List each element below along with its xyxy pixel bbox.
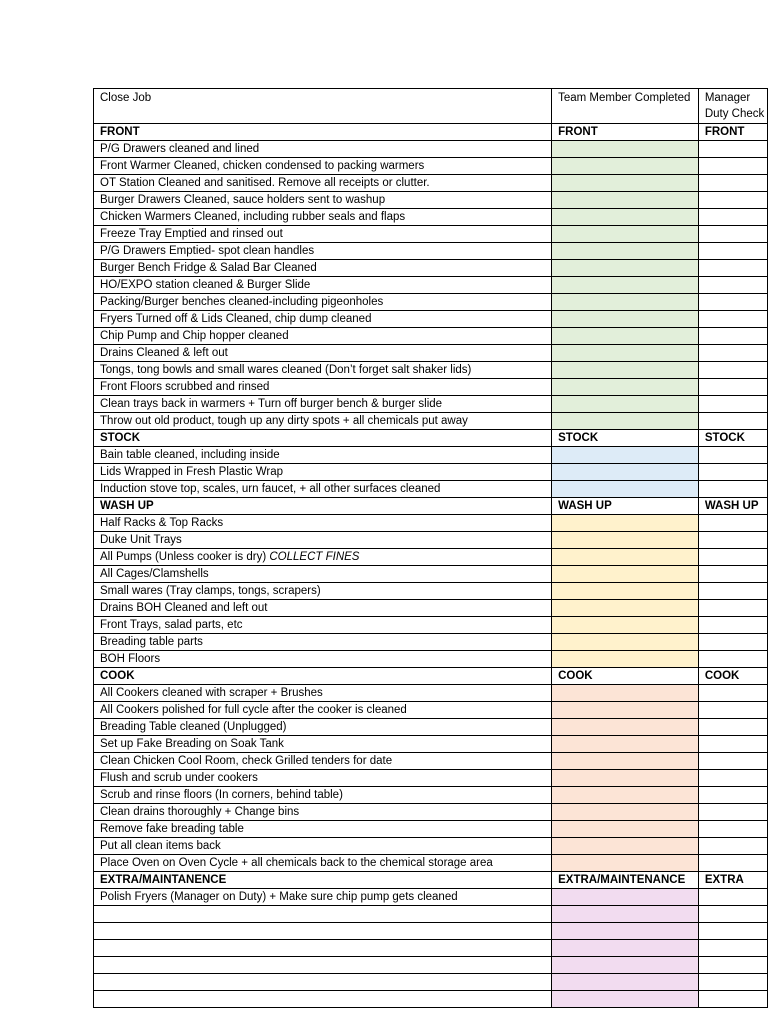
manager-check-cell[interactable] — [698, 158, 767, 175]
task-label: BOH Floors — [94, 651, 552, 668]
team-member-checkbox-cell[interactable] — [552, 838, 699, 855]
team-member-checkbox-cell[interactable] — [552, 345, 699, 362]
task-row — [94, 787, 768, 804]
task-label: Front Warmer Cleaned, chicken condensed to packing warmers — [94, 158, 552, 175]
task-row — [94, 923, 768, 940]
manager-check-cell[interactable] — [698, 396, 767, 413]
section-row-stock — [94, 430, 768, 447]
task-label: Throw out old product, tough up any dirty spots + all chemicals put away — [94, 413, 552, 430]
task-row — [94, 277, 768, 294]
manager-check-cell[interactable] — [698, 855, 767, 872]
manager-check-cell[interactable] — [698, 515, 767, 532]
task-label: Set up Fake Breading on Soak Tank — [94, 736, 552, 753]
manager-check-cell[interactable] — [698, 787, 767, 804]
team-member-checkbox-cell[interactable] — [552, 175, 699, 192]
task-label: P/G Drawers Emptied- spot clean handles — [94, 243, 552, 260]
team-member-checkbox-cell[interactable] — [552, 702, 699, 719]
section-manager-label: STOCK — [698, 430, 767, 447]
task-label: Scrub and rinse floors (In corners, behind table) — [94, 787, 552, 804]
task-row — [94, 447, 768, 464]
manager-check-cell[interactable] — [698, 481, 767, 498]
section-title: EXTRA/MAINTANENCE — [94, 872, 552, 889]
manager-check-cell[interactable] — [698, 464, 767, 481]
task-label: Drains Cleaned & left out — [94, 345, 552, 362]
manager-check-cell[interactable] — [698, 413, 767, 430]
team-member-checkbox-cell[interactable] — [552, 974, 699, 991]
manager-check-cell[interactable] — [698, 243, 767, 260]
task-label: Bain table cleaned, including inside — [94, 447, 552, 464]
section-title: COOK — [94, 668, 552, 685]
task-label: Tongs, tong bowls and small wares cleaned (Don’t forget salt shaker lids) — [94, 362, 552, 379]
task-label: Clean drains thoroughly + Change bins — [94, 804, 552, 821]
section-team-member-label: WASH UP — [552, 498, 699, 515]
manager-check-cell[interactable] — [698, 192, 767, 209]
collect-fines-note: COLLECT FINES — [269, 550, 360, 563]
team-member-checkbox-cell[interactable] — [552, 294, 699, 311]
task-row — [94, 532, 768, 549]
team-member-checkbox-cell[interactable] — [552, 158, 699, 175]
task-label: Breading Table cleaned (Unplugged) — [94, 719, 552, 736]
team-member-checkbox-cell[interactable] — [552, 141, 699, 158]
team-member-checkbox-cell[interactable] — [552, 532, 699, 549]
manager-check-cell[interactable] — [698, 923, 767, 940]
task-label — [94, 991, 552, 1008]
manager-check-cell[interactable] — [698, 362, 767, 379]
task-label: Induction stove top, scales, urn faucet, + all other surfaces cleaned — [94, 481, 552, 498]
manager-check-cell[interactable] — [698, 311, 767, 328]
task-row — [94, 345, 768, 362]
task-row — [94, 957, 768, 974]
manager-check-cell[interactable] — [698, 838, 767, 855]
task-row — [94, 804, 768, 821]
task-row — [94, 226, 768, 243]
team-member-checkbox-cell[interactable] — [552, 481, 699, 498]
manager-check-cell[interactable] — [698, 906, 767, 923]
task-row — [94, 702, 768, 719]
task-row — [94, 549, 768, 566]
task-row — [94, 396, 768, 413]
task-label: Small wares (Tray clamps, tongs, scrapers) — [94, 583, 552, 600]
section-manager-label: FRONT — [698, 124, 767, 141]
header-manager-duty-check: Manager Duty Check — [698, 89, 767, 124]
task-label — [94, 974, 552, 991]
task-label: Chip Pump and Chip hopper cleaned — [94, 328, 552, 345]
manager-check-cell[interactable] — [698, 549, 767, 566]
task-label: Lids Wrapped in Fresh Plastic Wrap — [94, 464, 552, 481]
task-label: Clean trays back in warmers + Turn off burger bench & burger slide — [94, 396, 552, 413]
team-member-checkbox-cell[interactable] — [552, 243, 699, 260]
team-member-checkbox-cell[interactable] — [552, 991, 699, 1008]
team-member-checkbox-cell[interactable] — [552, 209, 699, 226]
team-member-checkbox-cell[interactable] — [552, 328, 699, 345]
manager-check-cell[interactable] — [698, 940, 767, 957]
task-label: Remove fake breading table — [94, 821, 552, 838]
manager-check-cell[interactable] — [698, 345, 767, 362]
task-row — [94, 617, 768, 634]
task-label: Drains BOH Cleaned and left out — [94, 600, 552, 617]
task-row — [94, 889, 768, 906]
team-member-checkbox-cell[interactable] — [552, 634, 699, 651]
team-member-checkbox-cell[interactable] — [552, 226, 699, 243]
manager-check-cell[interactable] — [698, 226, 767, 243]
manager-check-cell[interactable] — [698, 685, 767, 702]
manager-check-cell[interactable] — [698, 600, 767, 617]
task-label: HO/EXPO station cleaned & Burger Slide — [94, 277, 552, 294]
task-row — [94, 294, 768, 311]
team-member-checkbox-cell[interactable] — [552, 906, 699, 923]
team-member-checkbox-cell[interactable] — [552, 855, 699, 872]
task-label-text: All Pumps (Unless cooker is dry) — [100, 550, 267, 563]
task-label: OT Station Cleaned and sanitised. Remove all receipts or clutter. — [94, 175, 552, 192]
manager-check-cell[interactable] — [698, 294, 767, 311]
manager-check-cell[interactable] — [698, 260, 767, 277]
task-row — [94, 209, 768, 226]
manager-check-cell[interactable] — [698, 617, 767, 634]
manager-check-cell[interactable] — [698, 821, 767, 838]
team-member-checkbox-cell[interactable] — [552, 889, 699, 906]
task-label: Front Floors scrubbed and rinsed — [94, 379, 552, 396]
section-team-member-label: EXTRA/MAINTENANCE — [552, 872, 699, 889]
team-member-checkbox-cell[interactable] — [552, 277, 699, 294]
manager-check-cell[interactable] — [698, 209, 767, 226]
task-row — [94, 583, 768, 600]
task-label: Half Racks & Top Racks — [94, 515, 552, 532]
manager-check-cell[interactable] — [698, 719, 767, 736]
section-team-member-label: STOCK — [552, 430, 699, 447]
section-title: FRONT — [94, 124, 552, 141]
task-row — [94, 940, 768, 957]
manager-check-cell[interactable] — [698, 889, 767, 906]
manager-check-cell[interactable] — [698, 277, 767, 294]
team-member-checkbox-cell[interactable] — [552, 362, 699, 379]
task-label: All Cookers polished for full cycle after the cooker is cleaned — [94, 702, 552, 719]
close-job-checklist-table — [93, 88, 768, 1008]
task-row — [94, 651, 768, 668]
task-row — [94, 974, 768, 991]
team-member-checkbox-cell[interactable] — [552, 192, 699, 209]
task-row — [94, 175, 768, 192]
team-member-checkbox-cell[interactable] — [552, 821, 699, 838]
task-label: Freeze Tray Emptied and rinsed out — [94, 226, 552, 243]
section-row-wash — [94, 498, 768, 515]
task-row — [94, 413, 768, 430]
task-row — [94, 141, 768, 158]
header-close-job: Close Job — [94, 89, 552, 124]
task-label: Flush and scrub under cookers — [94, 770, 552, 787]
manager-check-cell[interactable] — [698, 447, 767, 464]
task-label: Burger Bench Fridge & Salad Bar Cleaned — [94, 260, 552, 277]
task-row — [94, 736, 768, 753]
task-label — [94, 906, 552, 923]
team-member-checkbox-cell[interactable] — [552, 753, 699, 770]
task-label: Clean Chicken Cool Room, check Grilled tenders for date — [94, 753, 552, 770]
team-member-checkbox-cell[interactable] — [552, 719, 699, 736]
task-row — [94, 464, 768, 481]
team-member-checkbox-cell[interactable] — [552, 413, 699, 430]
task-label: Chicken Warmers Cleaned, including rubber seals and flaps — [94, 209, 552, 226]
team-member-checkbox-cell[interactable] — [552, 923, 699, 940]
task-label: Burger Drawers Cleaned, sauce holders sent to washup — [94, 192, 552, 209]
task-row — [94, 634, 768, 651]
task-label: Polish Fryers (Manager on Duty) + Make sure chip pump gets cleaned — [94, 889, 552, 906]
team-member-checkbox-cell[interactable] — [552, 260, 699, 277]
task-label — [94, 549, 552, 566]
task-row — [94, 328, 768, 345]
task-row — [94, 821, 768, 838]
team-member-checkbox-cell[interactable] — [552, 736, 699, 753]
manager-check-cell[interactable] — [698, 702, 767, 719]
manager-check-cell[interactable] — [698, 583, 767, 600]
task-row — [94, 566, 768, 583]
task-label: Fryers Turned off & Lids Cleaned, chip dump cleaned — [94, 311, 552, 328]
manager-check-cell[interactable] — [698, 651, 767, 668]
task-label: P/G Drawers cleaned and lined — [94, 141, 552, 158]
header-row — [94, 89, 768, 124]
team-member-checkbox-cell[interactable] — [552, 787, 699, 804]
manager-check-cell[interactable] — [698, 770, 767, 787]
manager-check-cell[interactable] — [698, 532, 767, 549]
team-member-checkbox-cell[interactable] — [552, 379, 699, 396]
section-title: WASH UP — [94, 498, 552, 515]
task-row — [94, 753, 768, 770]
manager-check-cell[interactable] — [698, 141, 767, 158]
manager-check-cell[interactable] — [698, 974, 767, 991]
manager-check-cell[interactable] — [698, 566, 767, 583]
task-row — [94, 192, 768, 209]
manager-check-cell[interactable] — [698, 753, 767, 770]
section-manager-label: EXTRA — [698, 872, 767, 889]
team-member-checkbox-cell[interactable] — [552, 957, 699, 974]
task-row — [94, 362, 768, 379]
task-row — [94, 855, 768, 872]
team-member-checkbox-cell[interactable] — [552, 685, 699, 702]
task-label — [94, 940, 552, 957]
checklist-body — [94, 89, 768, 1008]
task-row — [94, 906, 768, 923]
team-member-checkbox-cell[interactable] — [552, 940, 699, 957]
team-member-checkbox-cell[interactable] — [552, 770, 699, 787]
manager-check-cell[interactable] — [698, 736, 767, 753]
team-member-checkbox-cell[interactable] — [552, 311, 699, 328]
task-row — [94, 243, 768, 260]
task-label: All Cages/Clamshells — [94, 566, 552, 583]
team-member-checkbox-cell[interactable] — [552, 804, 699, 821]
team-member-checkbox-cell[interactable] — [552, 566, 699, 583]
team-member-checkbox-cell[interactable] — [552, 447, 699, 464]
team-member-checkbox-cell[interactable] — [552, 549, 699, 566]
section-row-front — [94, 124, 768, 141]
header-team-member-completed: Team Member Completed — [552, 89, 699, 124]
team-member-checkbox-cell[interactable] — [552, 617, 699, 634]
section-team-member-label: COOK — [552, 668, 699, 685]
team-member-checkbox-cell[interactable] — [552, 583, 699, 600]
task-row — [94, 685, 768, 702]
team-member-checkbox-cell[interactable] — [552, 396, 699, 413]
team-member-checkbox-cell[interactable] — [552, 515, 699, 532]
manager-check-cell[interactable] — [698, 328, 767, 345]
task-row — [94, 311, 768, 328]
task-row — [94, 379, 768, 396]
manager-check-cell[interactable] — [698, 175, 767, 192]
section-manager-label: COOK — [698, 668, 767, 685]
task-row — [94, 600, 768, 617]
task-row — [94, 515, 768, 532]
task-label: All Cookers cleaned with scraper + Brushes — [94, 685, 552, 702]
team-member-checkbox-cell[interactable] — [552, 464, 699, 481]
task-row — [94, 719, 768, 736]
task-row — [94, 481, 768, 498]
task-label: Duke Unit Trays — [94, 532, 552, 549]
section-title: STOCK — [94, 430, 552, 447]
task-row — [94, 991, 768, 1008]
task-label — [94, 957, 552, 974]
section-manager-label: WASH UP — [698, 498, 767, 515]
manager-check-cell[interactable] — [698, 957, 767, 974]
task-row — [94, 158, 768, 175]
manager-check-cell[interactable] — [698, 804, 767, 821]
task-label: Place Oven on Oven Cycle + all chemicals back to the chemical storage area — [94, 855, 552, 872]
task-row — [94, 838, 768, 855]
team-member-checkbox-cell[interactable] — [552, 600, 699, 617]
manager-check-cell[interactable] — [698, 634, 767, 651]
section-row-extra — [94, 872, 768, 889]
task-label — [94, 923, 552, 940]
team-member-checkbox-cell[interactable] — [552, 651, 699, 668]
task-row — [94, 770, 768, 787]
task-label: Packing/Burger benches cleaned-including pigeonholes — [94, 294, 552, 311]
task-label: Front Trays, salad parts, etc — [94, 617, 552, 634]
task-row — [94, 260, 768, 277]
manager-check-cell[interactable] — [698, 991, 767, 1008]
task-label: Put all clean items back — [94, 838, 552, 855]
manager-check-cell[interactable] — [698, 379, 767, 396]
section-team-member-label: FRONT — [552, 124, 699, 141]
section-row-cook — [94, 668, 768, 685]
task-label: Breading table parts — [94, 634, 552, 651]
